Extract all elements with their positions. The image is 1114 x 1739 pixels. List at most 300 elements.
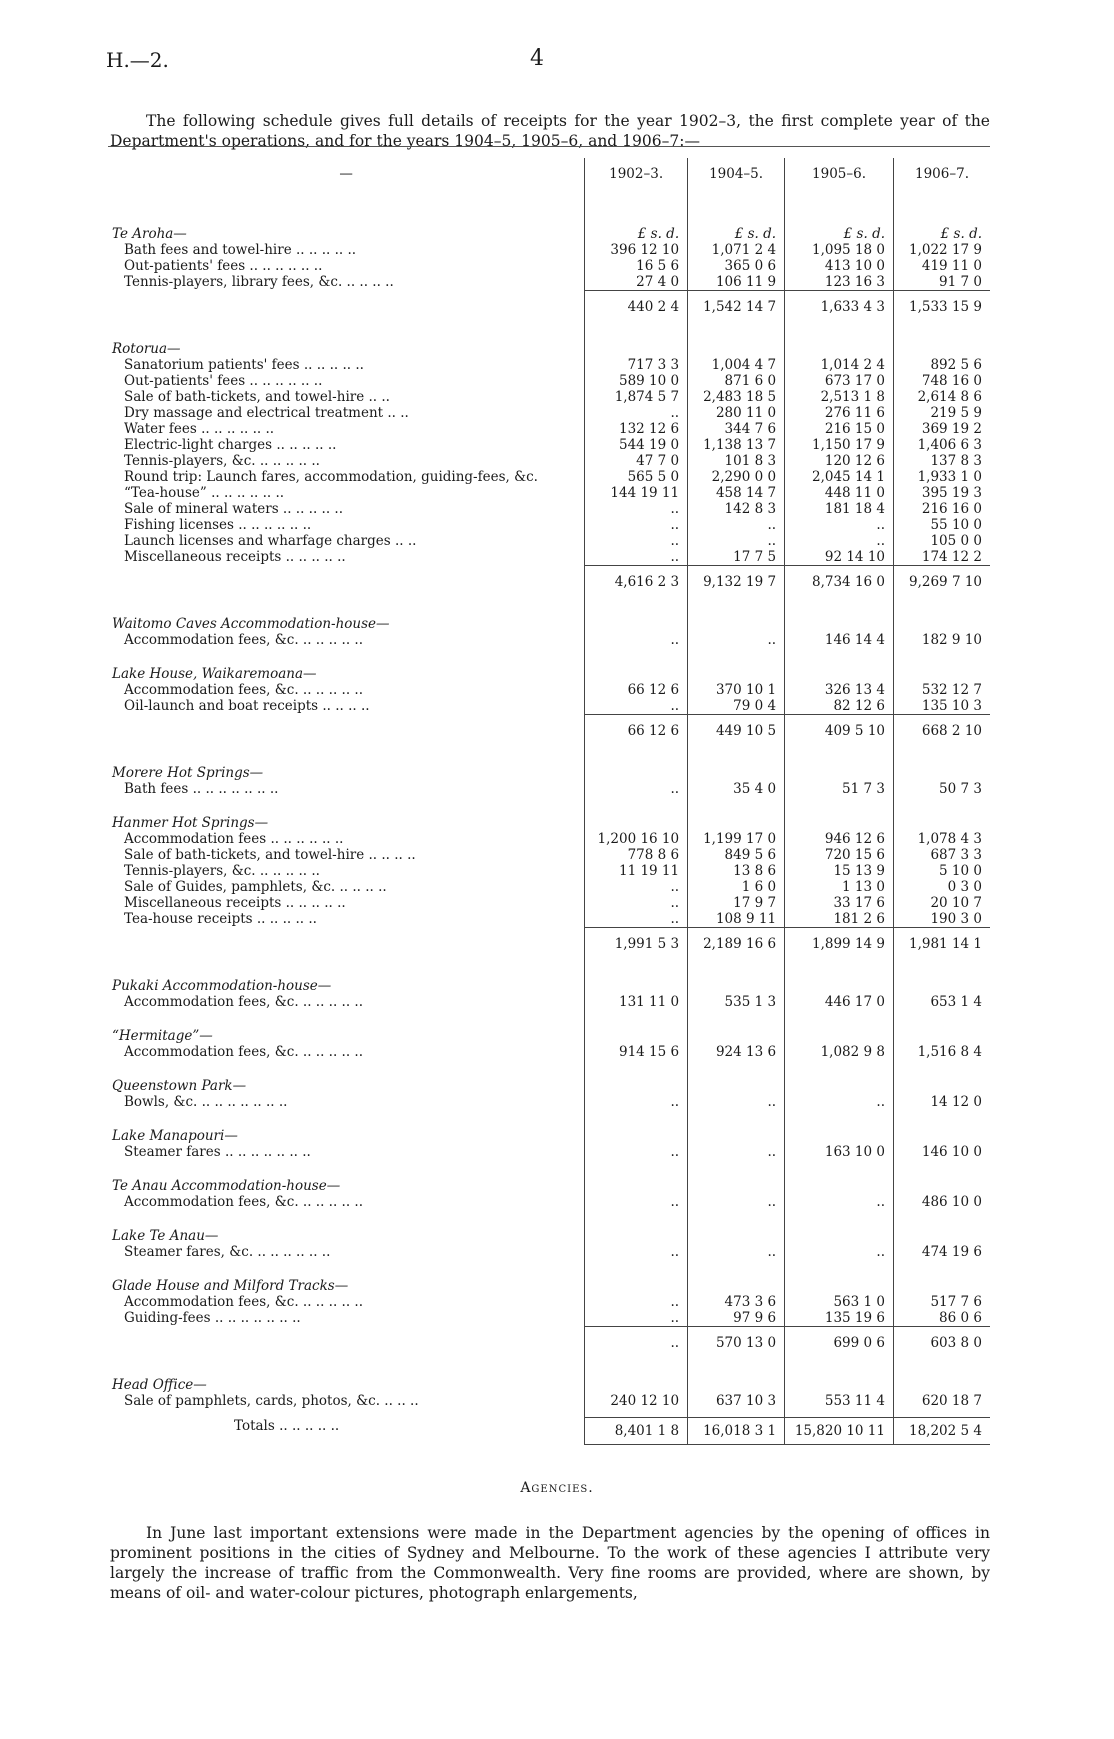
agencies-paragraph: In June last important extensions were made in the Department agencies by the opening of offices in prominent positions in the cities of Sydney and Melbourne. To the work of these agencies I attribute very largely the increase of traffic from the Commonwealth. Very fine rooms are provided, where are shown, by means of oil- and water-colour pictures, photograph enlargements, bbox=[110, 1523, 990, 1602]
value-cell: 419 11 0 bbox=[894, 258, 991, 274]
subtotal-cell: 570 13 0 bbox=[688, 1327, 785, 1360]
subtotal-row bbox=[108, 715, 990, 748]
value-cell bbox=[585, 960, 688, 994]
value-cell bbox=[688, 797, 785, 831]
value-cell: .. bbox=[585, 1294, 688, 1310]
row-label: Accommodation fees, &c. .. .. .. .. .. bbox=[124, 1294, 363, 1310]
row-label: Accommodation fees, &c. .. .. .. .. .. bbox=[124, 1044, 363, 1060]
subtotal-cell: 1,542 14 7 bbox=[688, 291, 785, 324]
table-row bbox=[108, 258, 990, 274]
value-cell bbox=[688, 747, 785, 781]
value-cell bbox=[785, 797, 894, 831]
value-cell: 946 12 6 bbox=[785, 831, 894, 847]
subtotal-cell: 9,269 7 10 bbox=[894, 566, 991, 599]
totals-row bbox=[108, 1418, 990, 1445]
value-cell: 326 13 4 bbox=[785, 682, 894, 698]
subtotal-cell: 440 2 4 bbox=[585, 291, 688, 324]
table-row bbox=[108, 1310, 990, 1327]
value-cell bbox=[585, 797, 688, 831]
section-title-row bbox=[108, 208, 990, 242]
totals-label: Totals .. .. .. .. .. bbox=[234, 1417, 340, 1434]
value-cell: 11 19 11 bbox=[585, 863, 688, 879]
row-label: Electric-light charges .. .. .. .. .. bbox=[124, 437, 337, 453]
value-cell: .. bbox=[688, 1244, 785, 1260]
value-cell bbox=[688, 1210, 785, 1244]
subtotal-label bbox=[108, 566, 585, 599]
table-row bbox=[108, 533, 990, 549]
value-cell: 871 6 0 bbox=[688, 373, 785, 389]
table-row bbox=[108, 405, 990, 421]
row-label: Bath fees .. .. .. .. .. .. .. bbox=[124, 781, 279, 797]
value-cell: 565 5 0 bbox=[585, 469, 688, 485]
value-cell bbox=[585, 648, 688, 682]
value-cell: 35 4 0 bbox=[688, 781, 785, 797]
value-cell: £ s. d. bbox=[785, 208, 894, 242]
table-row bbox=[108, 517, 990, 533]
section-title-row bbox=[108, 1260, 990, 1294]
subtotal-cell: 449 10 5 bbox=[688, 715, 785, 748]
value-cell bbox=[688, 598, 785, 632]
row-label: Accommodation fees, &c. .. .. .. .. .. bbox=[124, 994, 363, 1010]
value-cell bbox=[785, 1160, 894, 1194]
value-cell: .. bbox=[585, 405, 688, 421]
section-title: Morere Hot Springs— bbox=[112, 765, 264, 781]
spacer-cell bbox=[894, 1409, 991, 1418]
table-row bbox=[108, 632, 990, 648]
value-cell: 517 7 6 bbox=[894, 1294, 991, 1310]
table-row bbox=[108, 863, 990, 879]
row-label: Sanatorium patients' fees .. .. .. .. .. bbox=[124, 357, 364, 373]
value-cell bbox=[688, 323, 785, 357]
table-row bbox=[108, 895, 990, 911]
section-title: Pukaki Accommodation-house— bbox=[112, 978, 332, 994]
value-cell: 2,483 18 5 bbox=[688, 389, 785, 405]
column-header: 1906–7. bbox=[894, 158, 991, 208]
value-cell: .. bbox=[585, 911, 688, 928]
table-row bbox=[108, 994, 990, 1010]
table-row bbox=[108, 781, 990, 797]
section-title-row bbox=[108, 1359, 990, 1393]
value-cell: .. bbox=[785, 1244, 894, 1260]
value-cell bbox=[585, 323, 688, 357]
row-label: Sale of Guides, pamphlets, &c. .. .. .. .. bbox=[124, 879, 387, 895]
row-label: Launch licenses and wharfage charges .. .. bbox=[124, 533, 417, 549]
value-cell: 1,014 2 4 bbox=[785, 357, 894, 373]
section-title: Hanmer Hot Springs— bbox=[112, 815, 269, 831]
spacer-row bbox=[108, 1409, 990, 1418]
value-cell: .. bbox=[585, 781, 688, 797]
row-label: Sale of mineral waters .. .. .. .. .. bbox=[124, 501, 343, 517]
value-cell: 544 19 0 bbox=[585, 437, 688, 453]
section-title: Queenstown Park— bbox=[112, 1078, 247, 1094]
value-cell: 396 12 10 bbox=[585, 242, 688, 258]
section-title-row bbox=[108, 960, 990, 994]
value-cell bbox=[894, 598, 991, 632]
value-cell: 163 10 0 bbox=[785, 1144, 894, 1160]
value-cell: .. bbox=[688, 517, 785, 533]
row-label: “Tea-house” .. .. .. .. .. .. bbox=[124, 485, 285, 501]
value-cell: 370 10 1 bbox=[688, 682, 785, 698]
value-cell: 91 7 0 bbox=[894, 274, 991, 291]
section-title: Te Anau Accommodation-house— bbox=[112, 1178, 341, 1194]
value-cell bbox=[585, 1210, 688, 1244]
value-cell: 1,199 17 0 bbox=[688, 831, 785, 847]
table-row bbox=[108, 847, 990, 863]
table-row bbox=[108, 357, 990, 373]
subtotal-cell: 668 2 10 bbox=[894, 715, 991, 748]
value-cell: 280 11 0 bbox=[688, 405, 785, 421]
value-cell bbox=[688, 1110, 785, 1144]
value-cell: .. bbox=[585, 1144, 688, 1160]
value-cell: .. bbox=[585, 549, 688, 566]
value-cell bbox=[785, 1260, 894, 1294]
section-title: Te Aroha— bbox=[112, 226, 187, 242]
value-cell: 473 3 6 bbox=[688, 1294, 785, 1310]
value-cell bbox=[894, 960, 991, 994]
page-reference: H.—2. bbox=[106, 48, 169, 72]
value-cell: .. bbox=[585, 632, 688, 648]
section-title: Lake Manapouri— bbox=[112, 1128, 238, 1144]
value-cell bbox=[688, 960, 785, 994]
row-label: Accommodation fees, &c. .. .. .. .. .. bbox=[124, 632, 363, 648]
value-cell bbox=[894, 1110, 991, 1144]
value-cell: 1,071 2 4 bbox=[688, 242, 785, 258]
value-cell: 182 9 10 bbox=[894, 632, 991, 648]
row-label: Accommodation fees, &c. .. .. .. .. .. bbox=[124, 682, 363, 698]
row-label: Out-patients' fees .. .. .. .. .. .. bbox=[124, 373, 323, 389]
value-cell: 474 19 6 bbox=[894, 1244, 991, 1260]
label-column-header: — bbox=[339, 166, 353, 182]
value-cell bbox=[894, 1260, 991, 1294]
value-cell: 55 10 0 bbox=[894, 517, 991, 533]
totals-cell: 8,401 1 8 bbox=[585, 1418, 688, 1445]
value-cell: .. bbox=[785, 533, 894, 549]
value-cell: 673 17 0 bbox=[785, 373, 894, 389]
row-label: Tea-house receipts .. .. .. .. .. bbox=[124, 911, 317, 927]
value-cell: .. bbox=[688, 1194, 785, 1210]
value-cell bbox=[894, 747, 991, 781]
subtotal-cell: 603 8 0 bbox=[894, 1327, 991, 1360]
subtotal-cell: 4,616 2 3 bbox=[585, 566, 688, 599]
subtotal-cell: 2,189 16 6 bbox=[688, 928, 785, 961]
row-label: Sale of bath-tickets, and towel-hire .. .. bbox=[124, 389, 390, 405]
value-cell: 1,516 8 4 bbox=[894, 1044, 991, 1060]
subtotal-row bbox=[108, 928, 990, 961]
section-title-row bbox=[108, 1060, 990, 1094]
table-row bbox=[108, 373, 990, 389]
value-cell bbox=[894, 1010, 991, 1044]
value-cell bbox=[785, 1110, 894, 1144]
value-cell bbox=[585, 1260, 688, 1294]
value-cell bbox=[585, 1010, 688, 1044]
value-cell: 101 8 3 bbox=[688, 453, 785, 469]
value-cell bbox=[894, 797, 991, 831]
value-cell bbox=[785, 598, 894, 632]
subtotal-cell: 1,981 14 1 bbox=[894, 928, 991, 961]
value-cell: 240 12 10 bbox=[585, 1393, 688, 1409]
value-cell: 1,150 17 9 bbox=[785, 437, 894, 453]
table-row bbox=[108, 485, 990, 501]
table-top-rule bbox=[108, 146, 990, 147]
value-cell: 135 19 6 bbox=[785, 1310, 894, 1327]
value-cell: 1,095 18 0 bbox=[785, 242, 894, 258]
section-title-row bbox=[108, 598, 990, 632]
value-cell: 146 10 0 bbox=[894, 1144, 991, 1160]
totals-cell: 18,202 5 4 bbox=[894, 1418, 991, 1445]
section-title: Lake House, Waikaremoana— bbox=[112, 666, 317, 682]
value-cell: 687 3 3 bbox=[894, 847, 991, 863]
value-cell: .. bbox=[585, 533, 688, 549]
value-cell: £ s. d. bbox=[688, 208, 785, 242]
row-label: Out-patients' fees .. .. .. .. .. .. bbox=[124, 258, 323, 274]
subtotal-cell: .. bbox=[585, 1327, 688, 1360]
row-label: Sale of bath-tickets, and towel-hire .. .. .. .. bbox=[124, 847, 416, 863]
section-title: “Hermitage”— bbox=[112, 1028, 213, 1044]
receipts-schedule-table bbox=[108, 158, 990, 1445]
spacer-cell bbox=[585, 1409, 688, 1418]
table-row bbox=[108, 501, 990, 517]
subtotal-cell: 409 5 10 bbox=[785, 715, 894, 748]
value-cell: 190 3 0 bbox=[894, 911, 991, 928]
value-cell: .. bbox=[585, 895, 688, 911]
value-cell bbox=[785, 1210, 894, 1244]
value-cell: 137 8 3 bbox=[894, 453, 991, 469]
row-label: Bowls, &c. .. .. .. .. .. .. .. bbox=[124, 1094, 288, 1110]
value-cell: 13 8 6 bbox=[688, 863, 785, 879]
subtotal-row bbox=[108, 291, 990, 324]
subtotal-cell: 1,899 14 9 bbox=[785, 928, 894, 961]
value-cell: 181 2 6 bbox=[785, 911, 894, 928]
value-cell: 47 7 0 bbox=[585, 453, 688, 469]
value-cell bbox=[688, 648, 785, 682]
table-row bbox=[108, 453, 990, 469]
section-title-row bbox=[108, 648, 990, 682]
subtotal-cell: 66 12 6 bbox=[585, 715, 688, 748]
row-label: Dry massage and electrical treatment .. .. bbox=[124, 405, 409, 421]
row-label: Oil-launch and boat receipts .. .. .. .. bbox=[124, 698, 370, 714]
schedule-body bbox=[108, 158, 990, 1445]
value-cell: 82 12 6 bbox=[785, 698, 894, 715]
section-title-row bbox=[108, 1110, 990, 1144]
value-cell: 108 9 11 bbox=[688, 911, 785, 928]
value-cell: 105 0 0 bbox=[894, 533, 991, 549]
totals-cell: 16,018 3 1 bbox=[688, 1418, 785, 1445]
value-cell: 5 10 0 bbox=[894, 863, 991, 879]
value-cell: 174 12 2 bbox=[894, 549, 991, 566]
table-row bbox=[108, 1144, 990, 1160]
row-label: Water fees .. .. .. .. .. .. bbox=[124, 421, 275, 437]
value-cell: 1,933 1 0 bbox=[894, 469, 991, 485]
value-cell bbox=[894, 1359, 991, 1393]
table-row bbox=[108, 242, 990, 258]
value-cell: 365 0 6 bbox=[688, 258, 785, 274]
table-header-row bbox=[108, 158, 990, 208]
row-label: Steamer fares, &c. .. .. .. .. .. .. bbox=[124, 1244, 331, 1260]
value-cell: 553 11 4 bbox=[785, 1393, 894, 1409]
column-header: 1904–5. bbox=[688, 158, 785, 208]
value-cell: 144 19 11 bbox=[585, 485, 688, 501]
value-cell: 17 9 7 bbox=[688, 895, 785, 911]
value-cell: 16 5 6 bbox=[585, 258, 688, 274]
row-label: Sale of pamphlets, cards, photos, &c. .. .. .. bbox=[124, 1393, 419, 1409]
row-label: Tennis-players, library fees, &c. .. .. .. .. bbox=[124, 274, 394, 290]
value-cell: 50 7 3 bbox=[894, 781, 991, 797]
table-row bbox=[108, 469, 990, 485]
value-cell: .. bbox=[785, 1194, 894, 1210]
value-cell: 486 10 0 bbox=[894, 1194, 991, 1210]
value-cell: 369 19 2 bbox=[894, 421, 991, 437]
column-header: 1905–6. bbox=[785, 158, 894, 208]
value-cell: 142 8 3 bbox=[688, 501, 785, 517]
row-label: Tennis-players, &c. .. .. .. .. .. bbox=[124, 453, 320, 469]
value-cell: 2,290 0 0 bbox=[688, 469, 785, 485]
value-cell: 849 5 6 bbox=[688, 847, 785, 863]
value-cell: 413 10 0 bbox=[785, 258, 894, 274]
subtotal-label bbox=[108, 291, 585, 324]
value-cell bbox=[688, 1060, 785, 1094]
table-row bbox=[108, 831, 990, 847]
value-cell: 1,078 4 3 bbox=[894, 831, 991, 847]
intro-paragraph: The following schedule gives full details of receipts for the year 1902–3, the first complete year of the Department's operations, and for the years 1904–5, 1905–6, and 1906–7:— bbox=[110, 111, 990, 150]
table-row bbox=[108, 1194, 990, 1210]
value-cell: 97 9 6 bbox=[688, 1310, 785, 1327]
subtotal-cell: 699 0 6 bbox=[785, 1327, 894, 1360]
value-cell: 0 3 0 bbox=[894, 879, 991, 895]
subtotal-label bbox=[108, 928, 585, 961]
value-cell: .. bbox=[688, 1094, 785, 1110]
agencies-heading: Agencies. bbox=[520, 1480, 594, 1496]
value-cell: 1,406 6 3 bbox=[894, 437, 991, 453]
value-cell: 276 11 6 bbox=[785, 405, 894, 421]
row-label: Steamer fares .. .. .. .. .. .. .. bbox=[124, 1144, 311, 1160]
value-cell: 1,874 5 7 bbox=[585, 389, 688, 405]
value-cell bbox=[585, 1359, 688, 1393]
subtotal-cell: 1,633 4 3 bbox=[785, 291, 894, 324]
value-cell: 1,022 17 9 bbox=[894, 242, 991, 258]
value-cell bbox=[894, 323, 991, 357]
row-label: Accommodation fees .. .. .. .. .. .. bbox=[124, 831, 344, 847]
value-cell: .. bbox=[785, 1094, 894, 1110]
value-cell bbox=[894, 648, 991, 682]
value-cell bbox=[688, 1160, 785, 1194]
spacer-cell bbox=[785, 1409, 894, 1418]
value-cell: 1,004 4 7 bbox=[688, 357, 785, 373]
value-cell: 146 14 4 bbox=[785, 632, 894, 648]
value-cell: .. bbox=[585, 1244, 688, 1260]
value-cell: 924 13 6 bbox=[688, 1044, 785, 1060]
value-cell: 448 11 0 bbox=[785, 485, 894, 501]
section-title-row bbox=[108, 1010, 990, 1044]
value-cell: 2,045 14 1 bbox=[785, 469, 894, 485]
value-cell bbox=[785, 1060, 894, 1094]
value-cell bbox=[585, 1060, 688, 1094]
value-cell: .. bbox=[585, 1310, 688, 1327]
value-cell: 778 8 6 bbox=[585, 847, 688, 863]
subtotal-label bbox=[108, 715, 585, 748]
totals-cell: 15,820 10 11 bbox=[785, 1418, 894, 1445]
value-cell bbox=[688, 1260, 785, 1294]
value-cell: 15 13 9 bbox=[785, 863, 894, 879]
value-cell: 395 19 3 bbox=[894, 485, 991, 501]
value-cell: 123 16 3 bbox=[785, 274, 894, 291]
value-cell: .. bbox=[585, 879, 688, 895]
table-row bbox=[108, 698, 990, 715]
value-cell: 2,513 1 8 bbox=[785, 389, 894, 405]
value-cell: .. bbox=[688, 632, 785, 648]
value-cell: 458 14 7 bbox=[688, 485, 785, 501]
value-cell: 1,138 13 7 bbox=[688, 437, 785, 453]
value-cell: 748 16 0 bbox=[894, 373, 991, 389]
value-cell: 563 1 0 bbox=[785, 1294, 894, 1310]
value-cell: 20 10 7 bbox=[894, 895, 991, 911]
value-cell bbox=[785, 648, 894, 682]
page-number: 4 bbox=[530, 46, 544, 71]
value-cell bbox=[785, 1010, 894, 1044]
value-cell bbox=[785, 960, 894, 994]
section-title-row bbox=[108, 797, 990, 831]
table-row bbox=[108, 274, 990, 291]
value-cell: 2,614 8 6 bbox=[894, 389, 991, 405]
row-label: Miscellaneous receipts .. .. .. .. .. bbox=[124, 895, 346, 911]
value-cell: 33 17 6 bbox=[785, 895, 894, 911]
table-row bbox=[108, 879, 990, 895]
subtotal-row bbox=[108, 1327, 990, 1360]
value-cell: 14 12 0 bbox=[894, 1094, 991, 1110]
spacer-cell bbox=[108, 1409, 585, 1418]
row-label: Guiding-fees .. .. .. .. .. .. .. bbox=[124, 1310, 301, 1326]
value-cell: .. bbox=[585, 1194, 688, 1210]
value-cell: 892 5 6 bbox=[894, 357, 991, 373]
value-cell: 637 10 3 bbox=[688, 1393, 785, 1409]
section-title-row bbox=[108, 323, 990, 357]
value-cell: 1 6 0 bbox=[688, 879, 785, 895]
section-title: Rotorua— bbox=[112, 341, 181, 357]
value-cell bbox=[894, 1210, 991, 1244]
value-cell: 532 12 7 bbox=[894, 682, 991, 698]
value-cell bbox=[585, 1110, 688, 1144]
value-cell: 1,200 16 10 bbox=[585, 831, 688, 847]
section-title: Waitomo Caves Accommodation-house— bbox=[112, 616, 390, 632]
value-cell: 620 18 7 bbox=[894, 1393, 991, 1409]
value-cell: .. bbox=[585, 501, 688, 517]
value-cell bbox=[785, 747, 894, 781]
value-cell: 720 15 6 bbox=[785, 847, 894, 863]
value-cell: 535 1 3 bbox=[688, 994, 785, 1010]
row-label: Round trip: Launch fares, accommodation, guiding-fees, &c. bbox=[124, 469, 538, 485]
value-cell: .. bbox=[585, 698, 688, 715]
table-row bbox=[108, 682, 990, 698]
subtotal-cell: 8,734 16 0 bbox=[785, 566, 894, 599]
value-cell: 344 7 6 bbox=[688, 421, 785, 437]
row-label: Miscellaneous receipts .. .. .. .. .. bbox=[124, 549, 346, 565]
value-cell: 92 14 10 bbox=[785, 549, 894, 566]
value-cell: 79 0 4 bbox=[688, 698, 785, 715]
value-cell: 653 1 4 bbox=[894, 994, 991, 1010]
value-cell: 86 0 6 bbox=[894, 1310, 991, 1327]
subtotal-row bbox=[108, 566, 990, 599]
subtotal-label bbox=[108, 1327, 585, 1360]
value-cell bbox=[585, 598, 688, 632]
row-label: Fishing licenses .. .. .. .. .. .. bbox=[124, 517, 312, 533]
value-cell bbox=[688, 1359, 785, 1393]
value-cell: 17 7 5 bbox=[688, 549, 785, 566]
section-title: Head Office— bbox=[112, 1377, 207, 1393]
value-cell: .. bbox=[688, 533, 785, 549]
table-row bbox=[108, 437, 990, 453]
subtotal-cell: 1,991 5 3 bbox=[585, 928, 688, 961]
value-cell bbox=[894, 1060, 991, 1094]
section-title: Glade House and Milford Tracks— bbox=[112, 1278, 349, 1294]
